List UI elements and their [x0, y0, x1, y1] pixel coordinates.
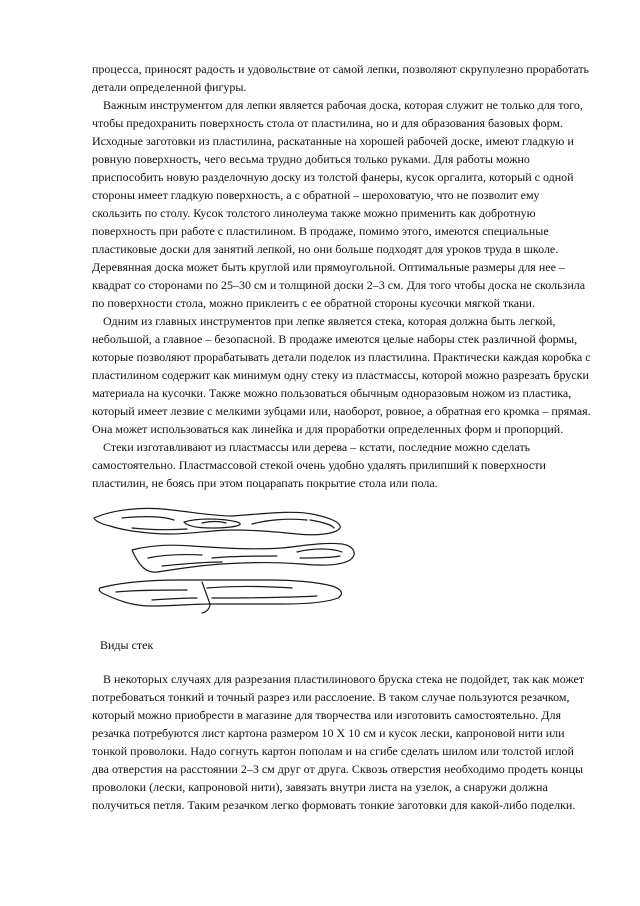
paragraph-work-board: Важным инструментом для лепки является рабочая доска, которая служит не только для того, чтобы предохранить поверхность стола от пластилина, но и для образования базовых форм. Исходные заготовки из пластилина, раскатанные на хорошей рабочей доске, имеют гладкую и ровную поверхность, чего весьма трудно добиться только руками. Для работы можно приспособить новую разделочную доску из толстой фанеры, кусок оргалита, который с одной стороны имеет гладкую поверхность, а с обратной – шероховатую, что не позволит ему скользить по столу. Кусок толстого линолеума также можно применить как добротную поверхность при работе с пластилином. В продаже, помимо этого, имеются специальные пластиковые доски для занятий лепкой, но они больше подходят для уроков труда в школе. Деревянная доска может быть круглой или прямоугольной. Оптимальные размеры для нее – квадрат со сторонами по 25–30 см и толщиной доски 2–3 см. Для того чтобы доска не скользила по поверхности стола, можно приклеить с ее обратной стороны кусочки мягкой ткани.: [92, 98, 586, 310]
document-page: [92, 60, 592, 814]
paragraph-cutter: В некоторых случаях для разрезания пластилинового бруска стека не подойдет, так как может потребоваться тонкий и точный разрез или расслоение. В таком случае пользуются резачком, который можно приобрести в магазине для творчества или изготовить самостоятельно. Для резачка потребуются лист картона размером 10 Х 10 см и кусок лески, капроновой нити или тонкой проволоки. Надо согнуть картон пополам и на сгибе сделать шилом или толстой иглой два отверстия на расстоянии 2–3 см друг от друга. Сквозь отверстия необходимо продеть концы проволоки (лески, капроновой нити), завязать внутри листа на узелок, а снаружи должна получиться петля. Таким резачком легко формовать тонкие заготовки для какой-либо поделки.: [92, 672, 585, 812]
paragraph-stack-tool: Одним из главных инструментов при лепке является стека, которая должна быть легкой, небольшой, а главное – безопасной. В продаже имеются целые наборы стек различной формы, которые позволяют прорабатывать детали поделок из пластилина. Практически каждая коробка с пластилином содержит как минимум одну стеку из пластмассы, которой можно разрезать бруски материала на кусочки. Также можно пользоваться обычным одноразовым ножом из пластика, который имеет лезвие с мелкими зубцами или, наоборот, ровное, а обратная его кромка – прямая. Она может использоваться как линейка и для проработки определенных форм и пропорций.: [92, 314, 591, 436]
stack-3-drawing: [99, 580, 341, 613]
vertical-spacer: [92, 654, 592, 670]
paragraph-stack-materials: Стеки изготавливают из пластмассы или дерева – кстати, последние можно сделать самостоятельно. Пластмассовой стекой очень удобно удалять прилипший к поверхности пластилин, не боясь при этом поцарапать покрытие стола или пола.: [92, 440, 546, 490]
stacks-drawing: [92, 500, 592, 630]
figure-caption: Виды стек: [100, 638, 154, 652]
stack-2-drawing: [132, 543, 354, 572]
paragraph-continuation: процесса, приносят радость и удовольствие от самой лепки, позволяют скрупулезно проработать детали определенной фигуры.: [92, 62, 590, 94]
stack-1-drawing: [94, 508, 340, 534]
stacks-illustration: [92, 500, 592, 630]
